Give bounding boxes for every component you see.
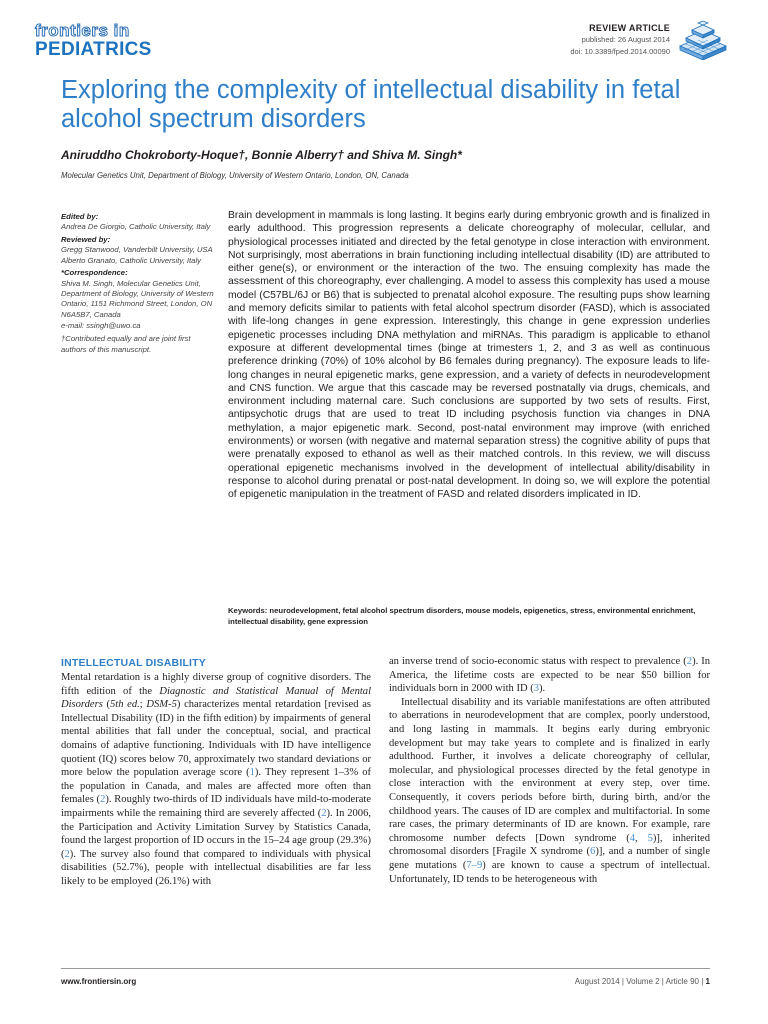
section-heading: INTELLECTUAL DISABILITY (61, 657, 206, 669)
editor: Andrea De Giorgio, Catholic University, Italy (61, 222, 211, 232)
citation-link[interactable]: 3 (533, 683, 539, 695)
correspondence-address: Shiva M. Singh, Molecular Genetics Unit, Department of Biology, University of Western Ontario, 1151 Richmond Street, London, ON N6A5B7, Canada (61, 278, 214, 319)
journal-name-top: frontiers in (35, 21, 130, 40)
article-title: Exploring the complexity of intellectual disability in fetal alcohol spectrum disorders (61, 76, 681, 133)
citation-link[interactable]: 5 (647, 832, 653, 844)
reviewed-by-label: Reviewed by: (61, 234, 111, 244)
citation-link[interactable]: 2 (321, 807, 327, 819)
footer-website[interactable]: www.frontiersin.org (61, 977, 137, 986)
editorial-sidebar (61, 210, 216, 356)
journal-logo (35, 22, 152, 59)
journal-name-bottom: PEDIATRICS (35, 39, 152, 60)
correspondence-label: *Correspondence: (61, 268, 128, 278)
body-column-left (61, 671, 371, 889)
footer-citation: August 2014 | Volume 2 | Article 90 | 1 (574, 977, 710, 986)
paragraph: Mental retardation is a highly diverse group of cognitive disorders. The fifth edition of the Diagnostic and Statistical Manual of Mental Disorders (5th ed.; DSM-5) characterizes mental retardation [revised as Intellectual Disability (ID) in the fifth edition) by impairments of general mental abilities that fall under the conceptual, social, and practical domains of adaptive functioning. Individuals with ID have intelligence quotient (IQ) scores below 70, approximately two standard deviations or more below the population average score (1). They represent 1–3% of the population in Canada, and males are affected more often than females (2). Roughly two-thirds of ID individuals have mild-to-moderate impairments while the remaining third are severely affected (2). In 2006, the Participation and Activity Limitation Survey by Statistics Canada, found the largest proportion of ID occurs in the 15–24 age group (29.3%) (2). The survey also found that compared to individuals with physical disabilities (52.7%), people with intellectual disabilities are far less likely to be employed (26.1%) with (61, 672, 372, 887)
affiliation: Molecular Genetics Unit, Department of Biology, University of Western Ontario, London, ON, Canada (61, 171, 409, 180)
article-type: REVIEW ARTICLE (589, 23, 670, 33)
keywords: Keywords: neurodevelopment, fetal alcohol spectrum disorders, mouse models, epigenetics, stress, environmental enrichment, intellectual disability, gene expression (228, 606, 696, 626)
stacked-cube-icon (674, 16, 732, 60)
abstract: Brain development in mammals is long lasting. It begins early during embryonic growth and is finalized in early adulthood. This progression represents a delicate choreography of molecular, cellular, and physiological processes initiated and directed by the fetal genotype in close interaction with environment. Not surprisingly, most aberrations in brain functioning including intellectual disability (ID) are attributed to either gene(s), or environment or the interaction of the two. The ensuing complexity has made the assessment of this choreography, ever challenging. A model to assess this complexity has used a mouse model (C57BL/6J or B6) that is subjected to prenatal alcohol exposure. The resulting pups show learning and memory deficits similar to patients with fetal alcohol spectrum disorder (FASD), which is associated with life-long changes in gene expression. Interestingly, this change in gene expression underlies epigenetic processes including DNA methylation and miRNAs. This paradigm is applicable to ethanol exposure at different developmental times (binge at trimesters 1, 2, and 3 as well as continuous preference drinking (70%) of 10% alcohol by B6 females during pregnancy). The exposure leads to life-long changes in neural epigenetic marks, gene expression, and a variety of defects in neurodevelopment and CNS function. We argue that this cascade may be reversed postnatally via drugs, chemicals, and environment including maternal care. Such conclusions are supported by two sets of results. First, antipsychotic drugs that are used to treat ID including psychosis function via changes in DNA methylation, a major epigenetic mark. Second, post-natal environment may improve (with enriched environments) or worsen (with negative and maternal separation stress) the cognitive ability of pups that were prenatally exposed to ethanol as well as their matched controls. In this review, we will discuss operational epigenetic mechanisms involved in the development of intellectual ability/disability in response to alcohol during prenatal or post-natal development. In doing so, we will explore the potential of epigenetic manipulation in the treatment of FASD and related disorders implicated in ID. (228, 210, 710, 501)
citation-link[interactable]: 6 (590, 846, 596, 858)
article-meta (570, 23, 670, 57)
body-column-right (389, 655, 710, 886)
footer-article: Article 90 (665, 977, 700, 986)
footer-volume: Volume 2 (626, 977, 660, 986)
edited-by-label: Edited by: (61, 212, 99, 221)
published-date: published: 26 August 2014 (581, 35, 670, 44)
author-note: †Contributed equally and are joint first authors of this manuscript. (61, 334, 191, 354)
citation-link[interactable]: 4 (629, 832, 635, 844)
citation-link[interactable]: 2 (686, 656, 693, 667)
doi: doi: 10.3389/fped.2014.00090 (570, 47, 670, 56)
paragraph: Intellectual disability and its variable manifestations are often attributed to aberrations in neurodevelopment that are complex, poorly understood, and long lasting in mammals. It begins early during embryonic development but may take years to complete and is finalized in early adulthood. Further, it involves a delicate choreography of cellular, molecular, and physiological processes directed by the fetal genotype in close interaction with the environment at every step, over time. Consequently, it covers periods before birth, during birth, and/or the childhood years. The causes of ID are complex and multifactorial. In some rare cases, the primary determinants of ID are known. For example, rare chromosome number defects [Down syndrome (4, 5)], inherited chromosomal disorders [Fragile X syndrome (6)], and a number of single gene mutations (7–9) are known to cause a spectrum of intellectual. Unfortunately, ID tends to be heterogeneous with (389, 696, 711, 885)
citation-link[interactable]: 2 (100, 794, 106, 806)
citation-link[interactable]: 2 (64, 848, 70, 860)
citation-link[interactable]: 7–9 (466, 859, 483, 871)
reviewer: Alberto Granato, Catholic University, Italy (61, 256, 201, 266)
author-list: Aniruddho Chokroborty-Hoque†, Bonnie Alberry† and Shiva M. Singh* (61, 148, 462, 162)
reviewer: Gregg Stanwood, Vanderbilt University, USA (61, 244, 213, 254)
citation-link[interactable]: 1 (249, 767, 255, 779)
footer-divider (61, 968, 710, 969)
page-number: 1 (705, 977, 710, 986)
paragraph: an inverse trend of socio-economic status with respect to prevalence (2). In America, the lifetime costs are expected to be near $50 billion for individuals born in 2000 with ID (3). (389, 656, 711, 695)
footer-date: August 2014 (574, 977, 620, 986)
correspondence-email[interactable]: e-mail: ssingh@uwo.ca (61, 320, 141, 330)
